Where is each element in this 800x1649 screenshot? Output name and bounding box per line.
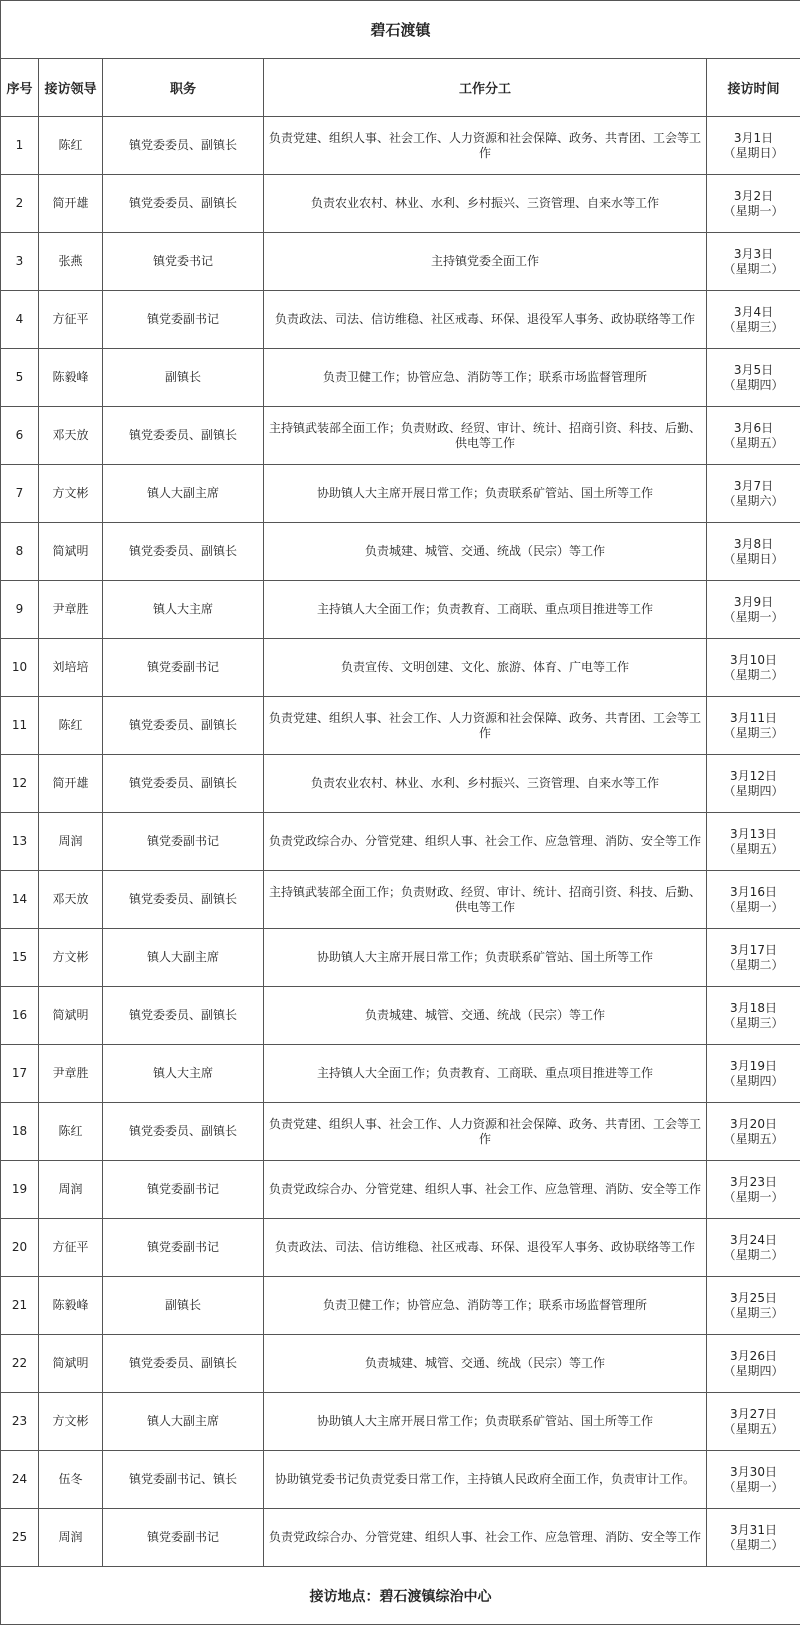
reception-date: 3月23日 <box>730 1174 777 1189</box>
reception-weekday: （星期二） <box>723 1537 784 1552</box>
reception-date: 3月3日 <box>733 246 774 261</box>
table-title-row <box>1 1 800 59</box>
cell-time <box>707 1335 800 1393</box>
cell-position: 镇人大副主席 <box>103 1393 264 1451</box>
reception-date: 3月10日 <box>730 652 777 667</box>
table-header-row <box>1 59 800 117</box>
reception-weekday: （星期一） <box>723 899 784 914</box>
cell-position: 镇党委委员、副镇长 <box>103 407 264 465</box>
cell-num: 21 <box>1 1277 39 1335</box>
cell-num: 20 <box>1 1219 39 1277</box>
cell-num: 10 <box>1 639 39 697</box>
cell-position: 镇党委副书记 <box>103 291 264 349</box>
reception-date: 3月9日 <box>733 594 774 609</box>
cell-position: 镇党委委员、副镇长 <box>103 175 264 233</box>
cell-position: 镇党委副书记 <box>103 1509 264 1567</box>
cell-time <box>707 175 800 233</box>
cell-leader: 简开雄 <box>39 755 103 813</box>
table-footer-row <box>1 1567 800 1625</box>
cell-duty: 协助镇人大主席开展日常工作；负责联系矿管站、国土所等工作 <box>264 465 707 523</box>
cell-leader: 周润 <box>39 1509 103 1567</box>
reception-weekday: （星期一） <box>723 203 784 218</box>
reception-date: 3月12日 <box>730 768 777 783</box>
cell-position: 镇党委副书记、镇长 <box>103 1451 264 1509</box>
cell-duty: 协助镇人大主席开展日常工作；负责联系矿管站、国土所等工作 <box>264 929 707 987</box>
header-time: 接访时间 <box>707 59 800 117</box>
cell-leader: 尹章胜 <box>39 1045 103 1103</box>
reception-date: 3月31日 <box>730 1522 777 1537</box>
cell-duty: 负责宣传、文明创建、文化、旅游、体育、广电等工作 <box>264 639 707 697</box>
table-row <box>1 349 800 407</box>
cell-leader: 陈毅峰 <box>39 1277 103 1335</box>
table-title: 碧石渡镇 <box>1 1 800 59</box>
cell-leader: 陈红 <box>39 1103 103 1161</box>
cell-duty: 主持镇人大全面工作；负责教育、工商联、重点项目推进等工作 <box>264 581 707 639</box>
reception-weekday: （星期一） <box>723 1479 784 1494</box>
cell-time <box>707 523 800 581</box>
cell-duty: 负责城建、城管、交通、统战（民宗）等工作 <box>264 1335 707 1393</box>
table-row <box>1 987 800 1045</box>
reception-date: 3月20日 <box>730 1116 777 1131</box>
cell-num: 5 <box>1 349 39 407</box>
cell-duty: 负责党建、组织人事、社会工作、人力资源和社会保障、政务、共青团、工会等工作 <box>264 117 707 175</box>
cell-time <box>707 1509 800 1567</box>
cell-leader: 伍冬 <box>39 1451 103 1509</box>
cell-duty: 负责卫健工作；协管应急、消防等工作；联系市场监督管理所 <box>264 349 707 407</box>
cell-num: 2 <box>1 175 39 233</box>
cell-position: 镇党委副书记 <box>103 813 264 871</box>
table-row <box>1 1509 800 1567</box>
cell-position: 镇人大主席 <box>103 1045 264 1103</box>
reception-date: 3月26日 <box>730 1348 777 1363</box>
cell-duty: 负责政法、司法、信访维稳、社区戒毒、环保、退役军人事务、政协联络等工作 <box>264 1219 707 1277</box>
cell-time <box>707 1277 800 1335</box>
cell-time <box>707 1045 800 1103</box>
table-row <box>1 929 800 987</box>
cell-time <box>707 871 800 929</box>
cell-time <box>707 233 800 291</box>
cell-position: 镇党委委员、副镇长 <box>103 1103 264 1161</box>
cell-num: 19 <box>1 1161 39 1219</box>
reception-date: 3月19日 <box>730 1058 777 1073</box>
reception-weekday: （星期日） <box>723 145 784 160</box>
cell-duty: 协助镇人大主席开展日常工作；负责联系矿管站、国土所等工作 <box>264 1393 707 1451</box>
cell-leader: 方文彬 <box>39 465 103 523</box>
reception-date: 3月16日 <box>730 884 777 899</box>
reception-weekday: （星期五） <box>723 1131 784 1146</box>
table-row <box>1 117 800 175</box>
table-row <box>1 1219 800 1277</box>
cell-time <box>707 349 800 407</box>
reception-date: 3月1日 <box>733 130 774 145</box>
cell-num: 6 <box>1 407 39 465</box>
cell-leader: 陈毅峰 <box>39 349 103 407</box>
cell-position: 副镇长 <box>103 1277 264 1335</box>
cell-position: 镇党委书记 <box>103 233 264 291</box>
reception-date: 3月30日 <box>730 1464 777 1479</box>
table-row <box>1 871 800 929</box>
cell-leader: 简斌明 <box>39 1335 103 1393</box>
cell-time <box>707 1451 800 1509</box>
reception-date: 3月2日 <box>733 188 774 203</box>
reception-weekday: （星期二） <box>723 667 784 682</box>
reception-date: 3月18日 <box>730 1000 777 1015</box>
cell-leader: 陈红 <box>39 697 103 755</box>
reception-weekday: （星期五） <box>723 435 784 450</box>
cell-num: 7 <box>1 465 39 523</box>
reception-date: 3月8日 <box>733 536 774 551</box>
cell-position: 镇党委副书记 <box>103 1219 264 1277</box>
cell-num: 22 <box>1 1335 39 1393</box>
reception-weekday: （星期二） <box>723 261 784 276</box>
reception-weekday: （星期六） <box>723 493 784 508</box>
table-row <box>1 291 800 349</box>
reception-weekday: （星期四） <box>723 1073 784 1088</box>
reception-weekday: （星期二） <box>723 957 784 972</box>
cell-num: 18 <box>1 1103 39 1161</box>
cell-num: 24 <box>1 1451 39 1509</box>
cell-num: 8 <box>1 523 39 581</box>
table-row <box>1 1045 800 1103</box>
cell-duty: 负责农业农村、林业、水利、乡村振兴、三资管理、自来水等工作 <box>264 755 707 813</box>
reception-date: 3月7日 <box>733 478 774 493</box>
table-row <box>1 175 800 233</box>
reception-weekday: （星期三） <box>723 725 784 740</box>
cell-leader: 方文彬 <box>39 929 103 987</box>
header-position: 职务 <box>103 59 264 117</box>
cell-time <box>707 1161 800 1219</box>
cell-duty: 负责政法、司法、信访维稳、社区戒毒、环保、退役军人事务、政协联络等工作 <box>264 291 707 349</box>
cell-leader: 邓天放 <box>39 871 103 929</box>
cell-duty: 主持镇武装部全面工作；负责财政、经贸、审计、统计、招商引资、科技、后勤、供电等工作 <box>264 871 707 929</box>
cell-time <box>707 291 800 349</box>
cell-position: 镇党委委员、副镇长 <box>103 1335 264 1393</box>
cell-position: 镇党委委员、副镇长 <box>103 117 264 175</box>
table-row <box>1 697 800 755</box>
table-row <box>1 523 800 581</box>
cell-num: 4 <box>1 291 39 349</box>
cell-duty: 主持镇人大全面工作；负责教育、工商联、重点项目推进等工作 <box>264 1045 707 1103</box>
cell-duty: 协助镇党委书记负责党委日常工作，主持镇人民政府全面工作，负责审计工作。 <box>264 1451 707 1509</box>
reception-date: 3月11日 <box>730 710 777 725</box>
reception-weekday: （星期一） <box>723 1189 784 1204</box>
cell-duty: 主持镇武装部全面工作；负责财政、经贸、审计、统计、招商引资、科技、后勤、供电等工作 <box>264 407 707 465</box>
cell-position: 镇党委委员、副镇长 <box>103 871 264 929</box>
table-row <box>1 581 800 639</box>
cell-position: 副镇长 <box>103 349 264 407</box>
cell-duty: 负责党建、组织人事、社会工作、人力资源和社会保障、政务、共青团、工会等工作 <box>264 1103 707 1161</box>
cell-leader: 简斌明 <box>39 987 103 1045</box>
cell-num: 9 <box>1 581 39 639</box>
cell-time <box>707 697 800 755</box>
cell-position: 镇人大副主席 <box>103 465 264 523</box>
cell-leader: 方征平 <box>39 1219 103 1277</box>
cell-num: 23 <box>1 1393 39 1451</box>
table-row <box>1 1277 800 1335</box>
cell-leader: 简开雄 <box>39 175 103 233</box>
cell-leader: 尹章胜 <box>39 581 103 639</box>
table-row <box>1 1393 800 1451</box>
cell-position: 镇党委副书记 <box>103 639 264 697</box>
reception-date: 3月24日 <box>730 1232 777 1247</box>
cell-leader: 方征平 <box>39 291 103 349</box>
table-row <box>1 233 800 291</box>
cell-duty: 负责党政综合办、分管党建、组织人事、社会工作、应急管理、消防、安全等工作 <box>264 1509 707 1567</box>
cell-leader: 周润 <box>39 1161 103 1219</box>
cell-num: 3 <box>1 233 39 291</box>
cell-num: 15 <box>1 929 39 987</box>
table-row <box>1 1335 800 1393</box>
reception-weekday: （星期三） <box>723 1305 784 1320</box>
cell-leader: 周润 <box>39 813 103 871</box>
cell-time <box>707 1393 800 1451</box>
table-row <box>1 407 800 465</box>
cell-num: 13 <box>1 813 39 871</box>
reception-weekday: （星期一） <box>723 609 784 624</box>
cell-duty: 负责党政综合办、分管党建、组织人事、社会工作、应急管理、消防、安全等工作 <box>264 813 707 871</box>
reception-date: 3月5日 <box>733 362 774 377</box>
cell-num: 25 <box>1 1509 39 1567</box>
cell-position: 镇党委副书记 <box>103 1161 264 1219</box>
reception-date: 3月4日 <box>733 304 774 319</box>
cell-time <box>707 987 800 1045</box>
cell-duty: 负责卫健工作；协管应急、消防等工作；联系市场监督管理所 <box>264 1277 707 1335</box>
cell-leader: 刘培培 <box>39 639 103 697</box>
cell-num: 14 <box>1 871 39 929</box>
table-row <box>1 1451 800 1509</box>
reception-weekday: （星期五） <box>723 1421 784 1436</box>
reception-date: 3月6日 <box>733 420 774 435</box>
reception-weekday: （星期四） <box>723 783 784 798</box>
table-row <box>1 465 800 523</box>
reception-weekday: （星期五） <box>723 841 784 856</box>
header-duty: 工作分工 <box>264 59 707 117</box>
cell-time <box>707 407 800 465</box>
cell-position: 镇党委委员、副镇长 <box>103 987 264 1045</box>
cell-time <box>707 117 800 175</box>
table-row <box>1 1103 800 1161</box>
cell-leader: 陈红 <box>39 117 103 175</box>
cell-position: 镇党委委员、副镇长 <box>103 697 264 755</box>
cell-time <box>707 465 800 523</box>
cell-duty: 负责党政综合办、分管党建、组织人事、社会工作、应急管理、消防、安全等工作 <box>264 1161 707 1219</box>
cell-leader: 张燕 <box>39 233 103 291</box>
cell-position: 镇党委委员、副镇长 <box>103 755 264 813</box>
reception-weekday: （星期四） <box>723 1363 784 1378</box>
cell-duty: 负责农业农村、林业、水利、乡村振兴、三资管理、自来水等工作 <box>264 175 707 233</box>
reception-date: 3月17日 <box>730 942 777 957</box>
cell-time <box>707 639 800 697</box>
table-row <box>1 755 800 813</box>
cell-leader: 简斌明 <box>39 523 103 581</box>
cell-time <box>707 1103 800 1161</box>
cell-num: 11 <box>1 697 39 755</box>
reception-weekday: （星期二） <box>723 1247 784 1262</box>
reception-date: 3月13日 <box>730 826 777 841</box>
table-row <box>1 813 800 871</box>
cell-num: 12 <box>1 755 39 813</box>
header-leader: 接访领导 <box>39 59 103 117</box>
cell-position: 镇人大主席 <box>103 581 264 639</box>
cell-time <box>707 1219 800 1277</box>
header-num: 序号 <box>1 59 39 117</box>
cell-duty: 负责城建、城管、交通、统战（民宗）等工作 <box>264 523 707 581</box>
cell-leader: 方文彬 <box>39 1393 103 1451</box>
cell-leader: 邓天放 <box>39 407 103 465</box>
reception-location: 接访地点：碧石渡镇综治中心 <box>1 1567 800 1625</box>
cell-time <box>707 581 800 639</box>
cell-num: 1 <box>1 117 39 175</box>
cell-num: 16 <box>1 987 39 1045</box>
table-row <box>1 639 800 697</box>
reception-weekday: （星期日） <box>723 551 784 566</box>
reception-date: 3月27日 <box>730 1406 777 1421</box>
cell-num: 17 <box>1 1045 39 1103</box>
reception-weekday: （星期三） <box>723 1015 784 1030</box>
cell-duty: 主持镇党委全面工作 <box>264 233 707 291</box>
cell-duty: 负责城建、城管、交通、统战（民宗）等工作 <box>264 987 707 1045</box>
cell-time <box>707 929 800 987</box>
table-row <box>1 1161 800 1219</box>
cell-time <box>707 813 800 871</box>
cell-position: 镇人大副主席 <box>103 929 264 987</box>
reception-weekday: （星期三） <box>723 319 784 334</box>
cell-position: 镇党委委员、副镇长 <box>103 523 264 581</box>
reception-weekday: （星期四） <box>723 377 784 392</box>
reception-date: 3月25日 <box>730 1290 777 1305</box>
cell-duty: 负责党建、组织人事、社会工作、人力资源和社会保障、政务、共青团、工会等工作 <box>264 697 707 755</box>
cell-time <box>707 755 800 813</box>
